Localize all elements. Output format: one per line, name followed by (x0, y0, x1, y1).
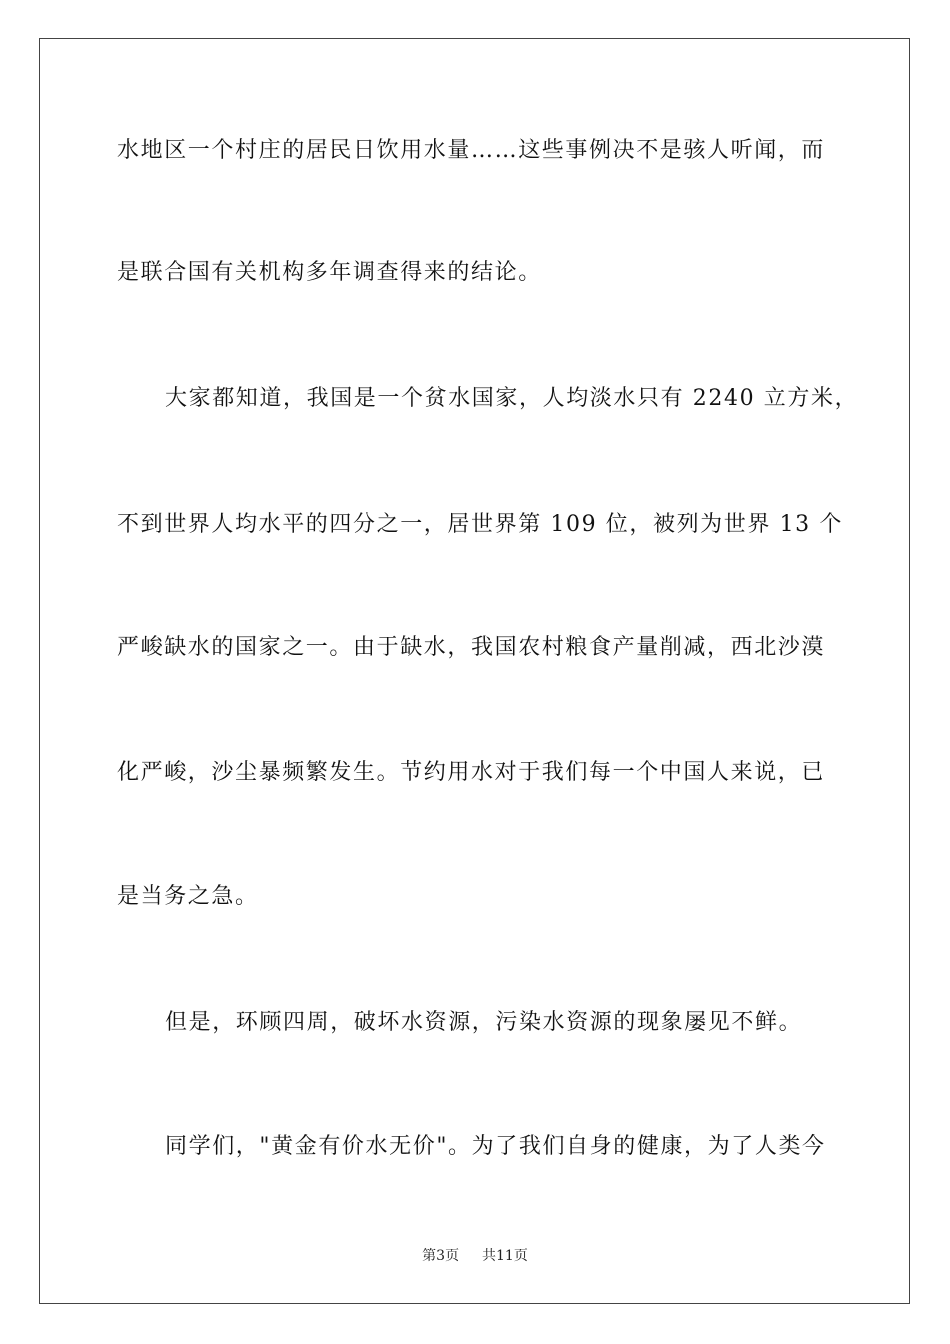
body-text-line: 是联合国有关机构多年调查得来的结论。 (117, 260, 542, 285)
body-text-line: 不到世界人均水平的四分之一，居世界第 109 位，被列为世界 13 个 (117, 512, 843, 537)
page-footer (0, 1247, 950, 1265)
paragraph-start-line: 大家都知道，我国是一个贫水国家，人均淡水只有 2240 立方米， (165, 386, 859, 411)
page-border (39, 38, 910, 1304)
body-text-line: 是当务之急。 (117, 884, 259, 909)
paragraph-start-line: 但是，环顾四周，破坏水资源，污染水资源的现象屡见不鲜。 (165, 1010, 803, 1035)
body-text-line: 水地区一个村庄的居民日饮用水量……这些事例决不是骇人听闻，而 (117, 138, 826, 163)
total-pages: 共11页 (482, 1248, 528, 1264)
page-number: 第3页 (422, 1248, 460, 1264)
paragraph-start-line: 同学们，"黄金有价水无价"。为了我们自身的健康，为了人类今 (165, 1134, 826, 1159)
body-text-line: 化严峻，沙尘暴频繁发生。节约用水对于我们每一个中国人来说，已 (117, 760, 826, 785)
body-text-line: 严峻缺水的国家之一。由于缺水，我国农村粮食产量削减，西北沙漠 (117, 635, 826, 660)
